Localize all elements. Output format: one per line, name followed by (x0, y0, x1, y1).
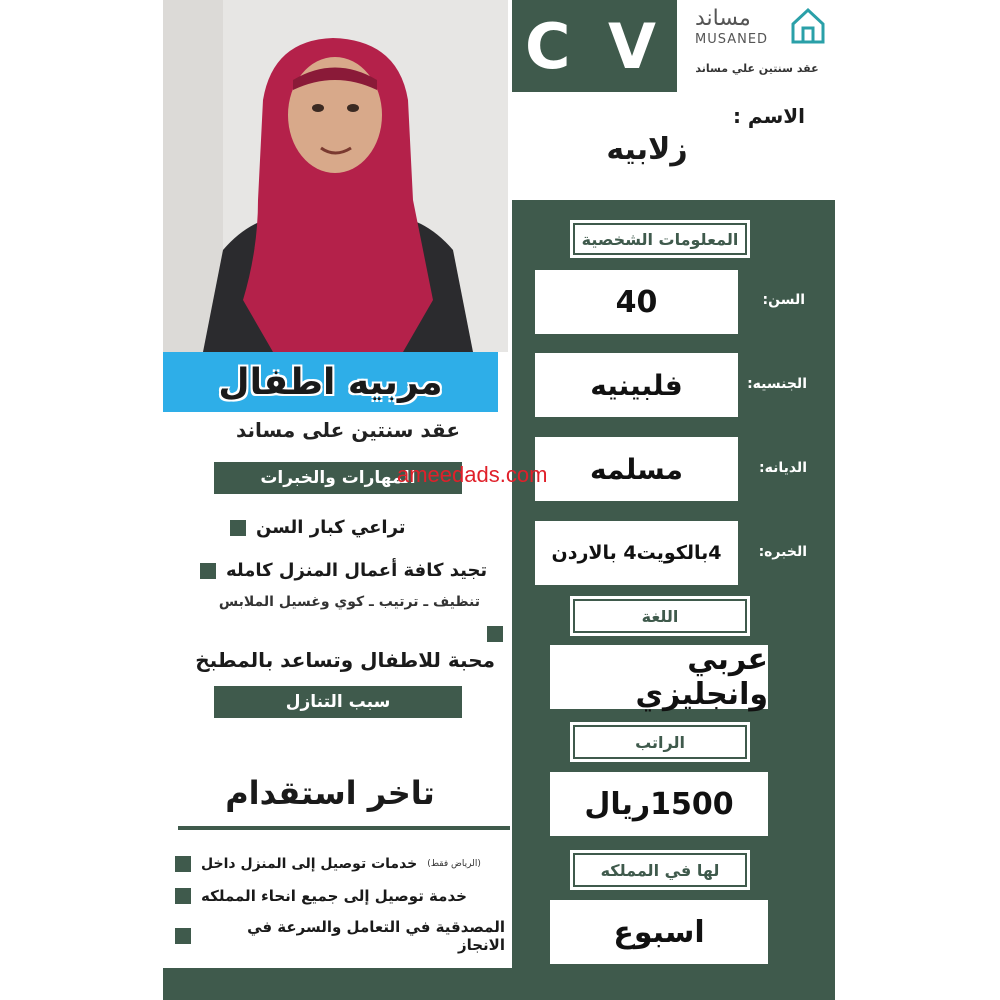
religion-value-box: مسلمه (535, 437, 738, 501)
in-kingdom-section-label: لها في المملكه (570, 850, 750, 890)
divider-line (178, 826, 510, 830)
language-section-label: اللغة (570, 596, 750, 636)
bullet-square-icon (230, 520, 246, 536)
experience-value-box: 4بالكويت4 بالاردن (535, 521, 738, 585)
salary-section-label: الراتب (570, 722, 750, 762)
skill-item-1: تراعي كبار السن (230, 517, 505, 538)
age-label: السن: (762, 292, 805, 308)
reason-value: تاخر استقدام (225, 774, 435, 812)
musaned-logo: مساند MUSANED عقد سنتين علي مساند (677, 0, 835, 92)
house-logo-icon (789, 6, 827, 46)
personal-section-label: المعلومات الشخصية (570, 220, 750, 258)
service-item-2: خدمة توصيل إلى جميع انحاء المملكه (175, 887, 505, 905)
reason-section-label (214, 686, 462, 718)
age-value-box: 40 (535, 270, 738, 334)
service-item-3: المصدقية في التعامل والسرعة في الانجاز (175, 918, 505, 954)
name-box (512, 92, 835, 200)
bullet-square-icon (175, 856, 191, 872)
service-item-1: خدمات توصيل إلى المنزل داخل (الرياض فقط) (175, 856, 505, 872)
bullet-square-icon (175, 928, 191, 944)
in-kingdom-value-box: اسبوع (550, 900, 768, 964)
reason-section-text: سبب التنازل (285, 692, 391, 712)
language-value-box: عربي وانجليزي (550, 645, 768, 709)
skill-item-3: تنظيف ـ ترتيب ـ كوي وغسيل الملابس (218, 594, 480, 610)
photo-illustration (163, 0, 508, 352)
name-value: زلابيه (606, 132, 688, 167)
photo-banner-text: مربيه اطفال (218, 361, 443, 403)
cv-title: C V (524, 9, 665, 83)
bullet-square-icon (200, 563, 216, 579)
skill-item-4: محبة للاطفال وتساعد بالمطبخ (195, 648, 495, 672)
nationality-value-box: فلبينيه (535, 353, 738, 417)
salary-value-box: 1500ريال (550, 772, 768, 836)
religion-label: الديانه: (758, 460, 807, 476)
watermark-text: ameedads.com (397, 462, 548, 487)
name-label: الاسم : (732, 104, 805, 128)
skills-section-text: المهارات والخبرات (260, 468, 416, 488)
nationality-label: الجنسيه: (747, 376, 807, 392)
experience-label: الخبره: (758, 544, 807, 560)
bullet-square-icon (487, 626, 503, 642)
candidate-photo (163, 0, 508, 352)
footer-strip (163, 968, 512, 1000)
contract-text: عقد سنتين على مساند (235, 418, 460, 442)
skill-item-2: تجيد كافة أعمال المنزل كامله (200, 560, 505, 581)
photo-banner (163, 352, 498, 412)
bullet-square-icon (175, 888, 191, 904)
